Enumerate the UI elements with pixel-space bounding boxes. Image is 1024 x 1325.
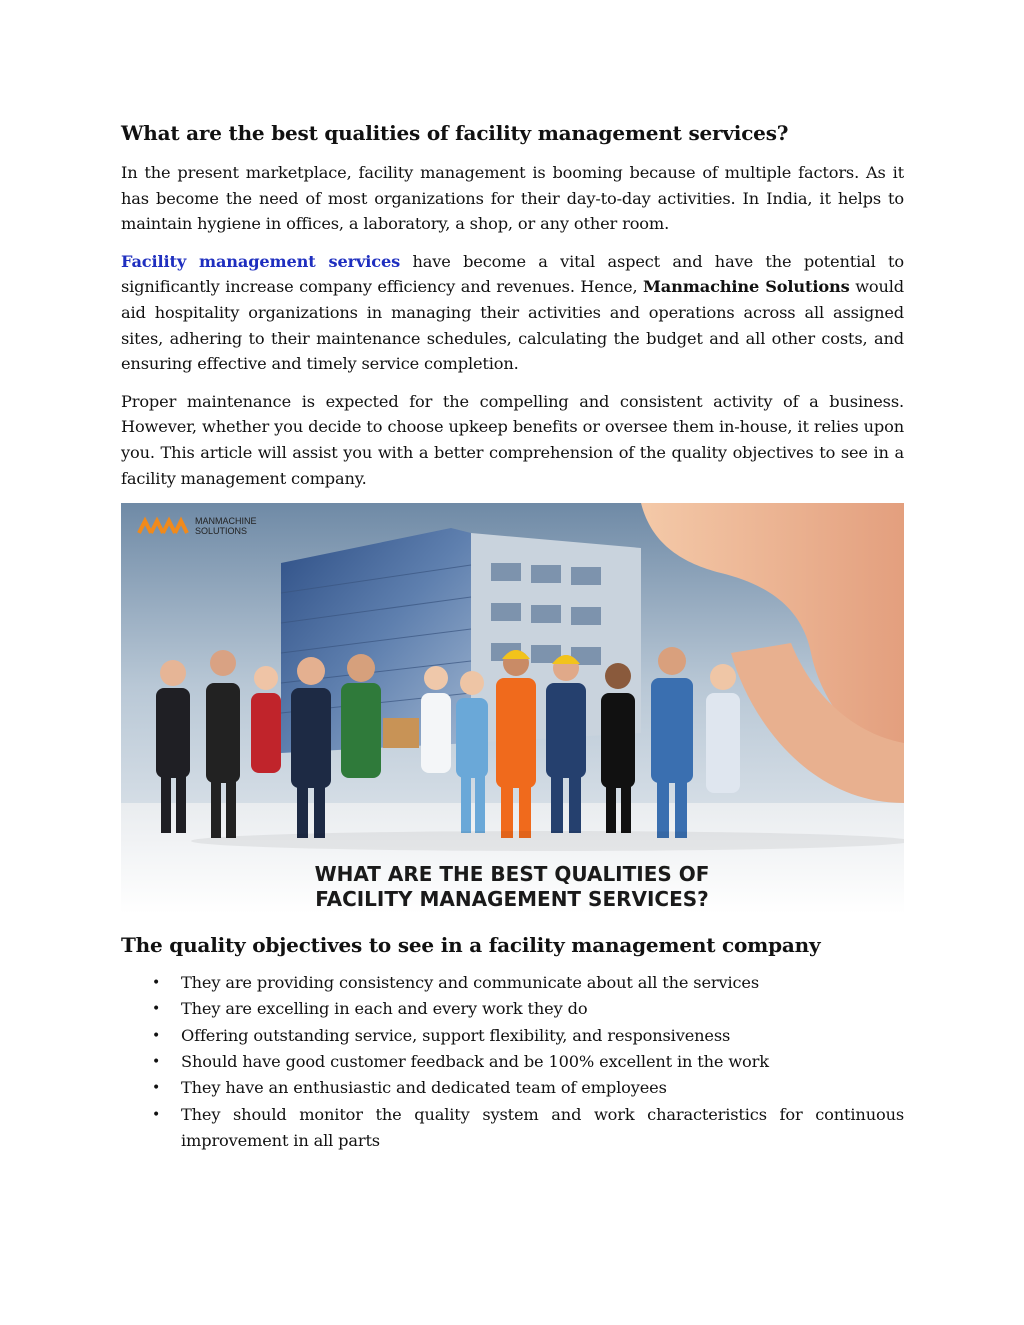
list-item <box>121 1075 904 1101</box>
section-heading: The quality objectives to see in a facility management company <box>121 933 821 958</box>
list-item <box>121 1023 904 1049</box>
bullet-icon: • <box>152 1106 161 1123</box>
hero-image <box>121 503 904 914</box>
services-paragraph <box>121 249 904 377</box>
bullet-icon: • <box>152 1027 161 1044</box>
list-item-text: Should have good customer feedback and be 100% excellent in the work <box>181 1052 769 1072</box>
list-item-text: They are providing consistency and communicate about all the services <box>181 973 760 993</box>
quality-objectives-list <box>121 970 904 1154</box>
list-item-text: They should monitor the quality system and work characteristics for continuous improvement in all parts <box>181 1104 904 1150</box>
list-item-text: They have an enthusiastic and dedicated team of employees <box>181 1078 667 1098</box>
list-item <box>121 996 904 1022</box>
hero-illustration <box>121 503 904 914</box>
logo-text-line2: SOLUTIONS <box>195 526 248 537</box>
bullet-icon: • <box>152 975 161 992</box>
hero-caption-line1: WHAT ARE THE BEST QUALITIES OF <box>314 862 710 887</box>
services-paragraph-text-b: would aid hospitality organizations in managing their activities and operations across all assigned sites, adhering to their maintenance schedules, calculating the budget and all other costs, and ensuring effective and timely service completion. <box>121 277 905 374</box>
article-body <box>121 118 904 1154</box>
company-name: Manmachine Solutions <box>643 277 850 297</box>
facility-services-link[interactable]: Facility management services <box>121 251 401 271</box>
logo-text-line1: MANMACHINE <box>195 516 257 527</box>
bullet-icon: • <box>152 1080 161 1097</box>
list-item <box>121 970 904 996</box>
list-item-text: They are excelling in each and every work they do <box>181 999 588 1019</box>
hero-caption-line2: FACILITY MANAGEMENT SERVICES? <box>315 887 709 912</box>
list-item <box>121 1102 904 1155</box>
services-paragraph-text-a: have become a vital aspect and have the potential to significantly increase company efficiency and revenues. Hence, <box>121 251 904 297</box>
maintenance-paragraph: Proper maintenance is expected for the compelling and consistent activity of a business. However, whether you decide to choose upkeep benefits or oversee them in-house, it relies upon you. This article will assist you with a better comprehension of the quality objectives to see in a facility management company. <box>121 391 904 488</box>
bullet-icon: • <box>152 1054 161 1071</box>
list-item-text: Offering outstanding service, support flexibility, and responsiveness <box>181 1025 731 1045</box>
list-item <box>121 1049 904 1075</box>
article-title: What are the best qualities of facility management services? <box>121 121 789 145</box>
bullet-icon: • <box>152 1001 161 1018</box>
intro-paragraph: In the present marketplace, facility management is booming because of multiple factors. As it has become the need of most organizations for their day-to-day activities. In India, it helps to maintain hygiene in offices, a laboratory, a shop, or any other room. <box>121 163 904 234</box>
